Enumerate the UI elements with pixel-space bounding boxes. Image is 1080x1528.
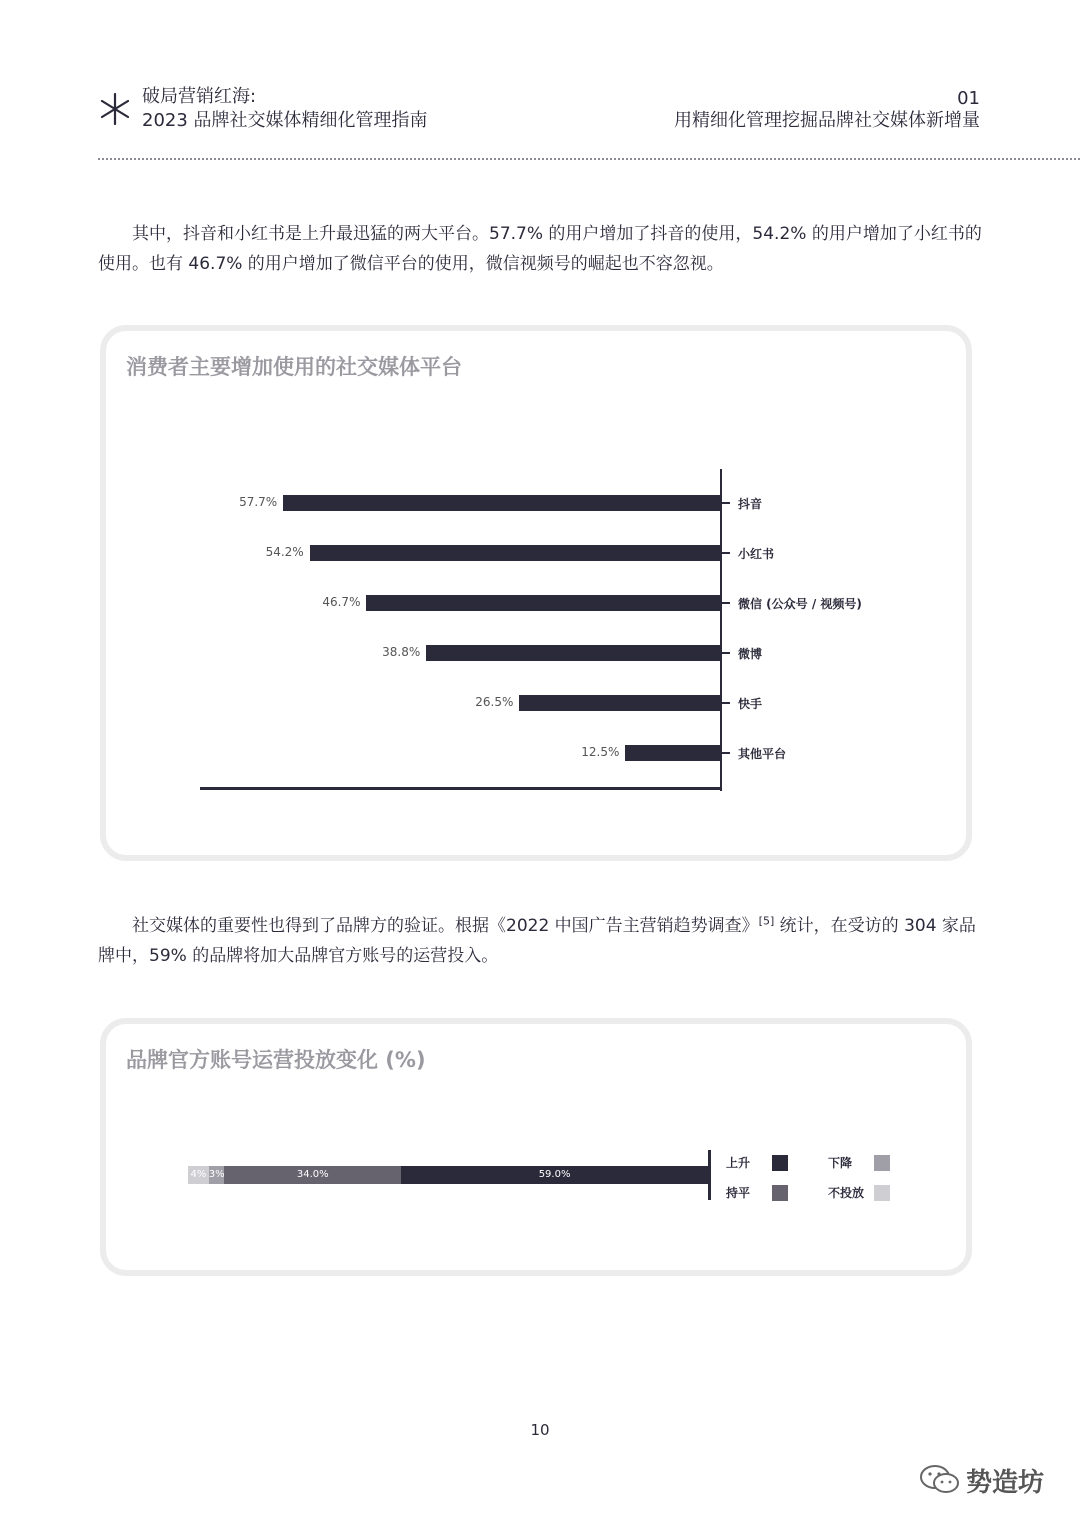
investment-stacked-bar	[106, 1024, 966, 1270]
category-label-3: 微博	[738, 647, 763, 661]
value-label-5: 12.5%	[581, 745, 620, 759]
bar-1	[310, 545, 720, 561]
bar-0	[283, 495, 720, 511]
value-label-2: 46.7%	[322, 595, 361, 609]
segment-0: 59.0%	[401, 1166, 708, 1184]
tick-0	[722, 502, 730, 504]
category-label-4: 快手	[738, 697, 763, 711]
category-label-5: 其他平台	[738, 747, 787, 761]
value-label-4: 26.5%	[475, 695, 514, 709]
header-title: 破局营销红海:	[142, 86, 257, 107]
category-label-1: 小红书	[738, 547, 775, 561]
bar-2	[366, 595, 720, 611]
tick-2	[722, 602, 730, 604]
paragraph-2	[98, 911, 982, 971]
paragraph-2-text-b: 统计，在受访的 304 家品牌中，59% 的品牌将加大品牌官方账号的运营投入。	[98, 916, 976, 966]
segment-1: 34.0%	[224, 1166, 401, 1184]
page-number: 10	[530, 1421, 550, 1439]
x-axis-line	[200, 787, 722, 790]
legend-swatch-2	[772, 1185, 788, 1201]
legend-swatch-0	[772, 1155, 788, 1171]
legend-label-0: 上升	[726, 1156, 751, 1170]
tick-4	[722, 702, 730, 704]
segment-2: 3%	[209, 1166, 225, 1184]
paragraph-2-text-a: 社交媒体的重要性也得到了品牌方的验证。根据《2022 中国广告主营销趋势调查》	[132, 916, 759, 936]
paragraph-1	[98, 219, 982, 279]
tick-1	[722, 552, 730, 554]
chart-title: 消费者主要增加使用的社交媒体平台	[126, 355, 462, 379]
tick-3	[722, 652, 730, 654]
tick-5	[722, 752, 730, 754]
asterisk-logo-icon	[98, 92, 132, 126]
legend-label-3: 不投放	[828, 1186, 865, 1200]
wechat-icon	[918, 1462, 962, 1496]
chart-card-investment	[100, 1018, 972, 1276]
section-title: 用精细化管理挖掘品牌社交媒体新增量	[674, 110, 980, 131]
header-divider	[98, 158, 1080, 160]
bar-4	[519, 695, 720, 711]
value-label-0: 57.7%	[239, 495, 278, 509]
section-number: 01	[957, 88, 980, 109]
watermark-text: 势造坊	[966, 1468, 1045, 1498]
reference-mark: [5]	[758, 914, 775, 928]
bar-3	[426, 645, 720, 661]
stack-axis-line	[708, 1150, 711, 1200]
segment-3: 4%	[188, 1166, 209, 1184]
header-subtitle: 2023 品牌社交媒体精细化管理指南	[142, 110, 428, 131]
chart-title: 品牌官方账号运营投放变化 (%)	[126, 1048, 426, 1072]
legend-swatch-1	[874, 1155, 890, 1171]
value-label-3: 38.8%	[382, 645, 421, 659]
paragraph-1-text: 其中，抖音和小红书是上升最迅猛的两大平台。57.7% 的用户增加了抖音的使用，54.2% 的用户增加了小红书的使用。也有 46.7% 的用户增加了微信平台的使用，微信视频号的崛起也不容忽视。	[98, 224, 982, 274]
bar-5	[625, 745, 720, 761]
category-label-0: 抖音	[738, 497, 763, 511]
category-label-2: 微信 (公众号 / 视频号)	[738, 597, 862, 611]
chart-card-platforms	[100, 325, 972, 861]
value-label-1: 54.2%	[265, 545, 304, 559]
y-axis-line	[720, 469, 722, 791]
platform-bar-chart	[106, 331, 966, 855]
legend-label-1: 下降	[828, 1156, 853, 1170]
legend-swatch-3	[874, 1185, 890, 1201]
legend-label-2: 持平	[726, 1186, 751, 1200]
